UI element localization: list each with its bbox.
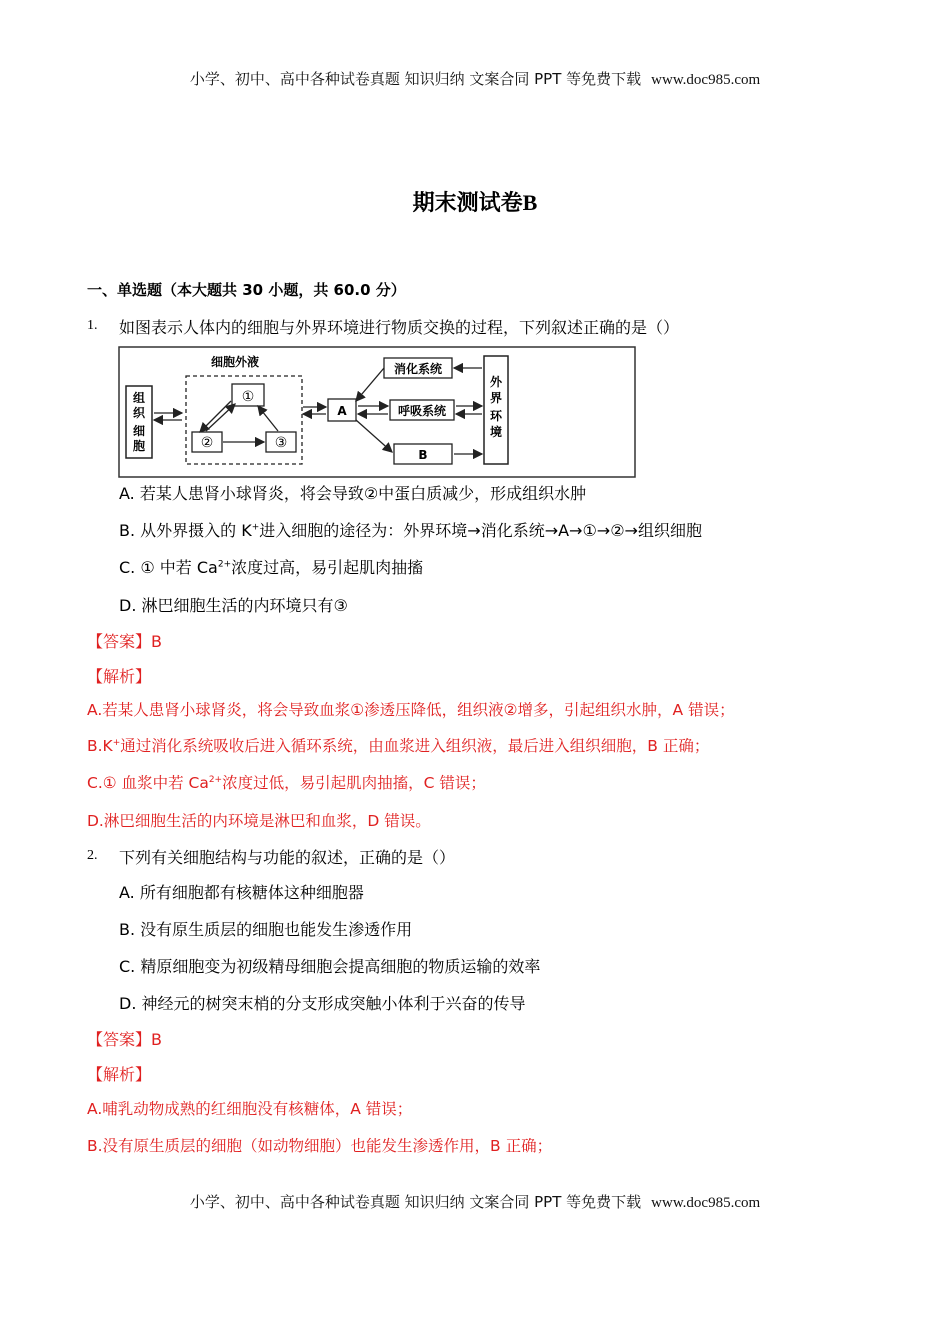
q1-analysis-c-sup: 2+ (208, 774, 223, 785)
q1-option-c-sup: 2+ (217, 559, 232, 570)
q2-analysis-b: B.没有原生质层的细胞（如动物细胞）也能发生渗透作用，B 正确； (87, 1137, 553, 1155)
header-site-link[interactable]: www.doc985.com (651, 72, 761, 88)
q2-option-d: D. 神经元的树突末梢的分支形成突触小体利于兴奋的传导 (119, 994, 526, 1013)
extracellular-label: 细胞外液 (211, 355, 260, 369)
q2-option-a: A. 所有细胞都有核糖体这种细胞器 (119, 883, 364, 902)
node-b: B (418, 448, 428, 462)
tissue-cell-char-4: 胞 (132, 439, 146, 453)
header-text: 小学、初中、高中各种试卷真题 知识归纳 文案合同 PPT 等免费下载 (189, 70, 642, 88)
q1-option-d: D. 淋巴细胞生活的内环境只有③ (119, 596, 348, 615)
q1-analysis-c-post: 浓度过低，易引起肌肉抽搐，C 错误； (222, 774, 486, 792)
q1-analysis-label: 【解析】 (87, 667, 152, 686)
q1-analysis-d: D.淋巴细胞生活的内环境是淋巴和血浆，D 错误。 (87, 812, 431, 830)
digestive-label: 消化系统 (393, 362, 443, 376)
q1-analysis-c (87, 771, 486, 793)
page-title (0, 186, 950, 217)
q1-analysis-b-sup: + (112, 737, 121, 748)
environment-char-1: 外 (489, 375, 503, 389)
q2-option-c: C. 精原细胞变为初级精母细胞会提高细胞的物质运输的效率 (119, 957, 541, 976)
q1-option-a: A. 若某人患肾小球肾炎，将会导致②中蛋白质减少，形成组织水肿 (119, 484, 587, 503)
q1-option-b (119, 518, 702, 541)
title-suffix: B (522, 190, 538, 215)
q1-option-c-pre: C. ① 中若 Ca (119, 558, 218, 577)
tissue-cell-char-2: 织 (132, 406, 146, 420)
q2-option-b: B. 没有原生质层的细胞也能发生渗透作用 (119, 920, 413, 939)
q1-analysis-b-post: 通过消化系统吸收后进入循环系统，由血浆进入组织液，最后进入组织细胞，B 正确； (120, 737, 710, 755)
q2-analysis-a: A.哺乳动物成熟的红细胞没有核糖体，A 错误； (87, 1100, 413, 1118)
diagram-frame (119, 347, 635, 477)
q1-analysis-c-pre: C.① 血浆中若 Ca (87, 774, 209, 792)
q2-analysis-label: 【解析】 (87, 1065, 152, 1084)
node-2: ② (200, 435, 214, 451)
q2-answer: 【答案】B (87, 1030, 162, 1049)
q1-number: 1. (87, 318, 98, 333)
q1-stem: 如图表示人体内的细胞与外界环境进行物质交换的过程，下列叙述正确的是（） (119, 318, 680, 337)
environment-char-3: 环 (489, 409, 503, 423)
tissue-cell-char-1: 组 (132, 391, 146, 405)
title-main: 期末测试卷 (412, 191, 523, 216)
q2-number: 2. (87, 848, 98, 863)
respiratory-label: 呼吸系统 (397, 404, 447, 418)
q1-analysis-b (87, 734, 709, 756)
q1-option-b-sup: + (251, 522, 260, 533)
footer-text: 小学、初中、高中各种试卷真题 知识归纳 文案合同 PPT 等免费下载 (189, 1193, 642, 1211)
environment-char-4: 境 (489, 425, 503, 439)
q2-stem: 下列有关细胞结构与功能的叙述，正确的是（） (119, 848, 456, 867)
page-footer (0, 1191, 950, 1212)
q1-diagram (118, 346, 636, 478)
q1-analysis-b-pre: B.K (87, 737, 113, 755)
page-header (0, 68, 950, 89)
q1-analysis-a: A.若某人患肾小球肾炎，将会导致血浆①渗透压降低，组织液②增多，引起组织水肿，A 错误； (87, 701, 735, 719)
node-1: ① (241, 389, 255, 405)
tissue-cell-char-3: 细 (132, 424, 146, 438)
node-a: A (337, 404, 347, 418)
environment-char-2: 界 (489, 391, 503, 405)
q1-answer: 【答案】B (87, 632, 162, 651)
q1-option-c (119, 555, 423, 578)
footer-site-link[interactable]: www.doc985.com (651, 1195, 761, 1211)
q1-option-b-post: 进入细胞的途径为：外界环境→消化系统→A→①→②→组织细胞 (259, 521, 702, 540)
q1-option-c-post: 浓度过高，易引起肌肉抽搐 (231, 558, 424, 577)
q1-option-b-pre: B. 从外界摄入的 K (119, 521, 252, 540)
section-heading: 一、单选题（本大题共 30 小题，共 60.0 分） (87, 281, 406, 299)
node-3: ③ (274, 435, 288, 451)
